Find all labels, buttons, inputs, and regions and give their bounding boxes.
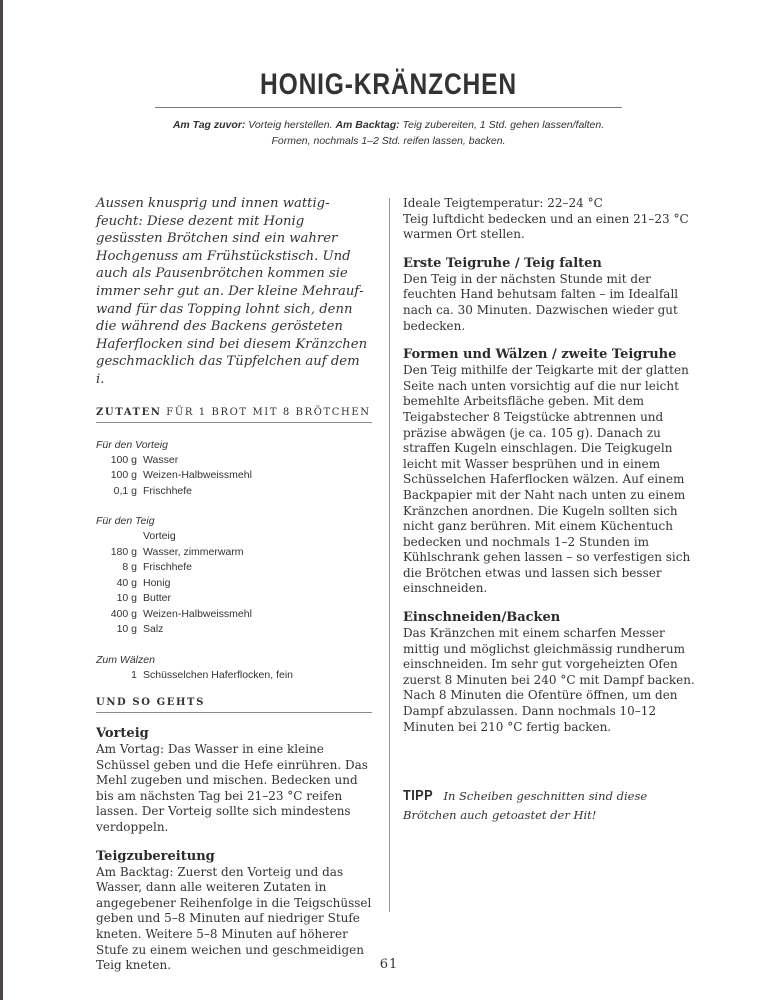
ingredient-quantity: 8 g: [122, 561, 137, 574]
ingredient-quantity: 1: [131, 668, 137, 681]
recipe-title: HONIG-KRÄNZCHEN: [260, 68, 517, 101]
ingredient-row: [96, 484, 372, 500]
ingredients-heading-bold: ZUTATEN: [96, 406, 162, 418]
ingredient-name: Butter: [143, 592, 172, 605]
tip-text: In Scheiben geschnitten sind diese Brötchen auch getoastet der Hit!: [403, 789, 648, 823]
ingredient-list: [96, 437, 372, 684]
method-step: [403, 256, 703, 334]
ingredient-name: Salz: [143, 623, 164, 636]
method-heading-label: UND SO GEHTS: [96, 697, 205, 709]
left-column: [96, 195, 372, 974]
ingredient-row: [96, 560, 372, 576]
ingredient-name: Weizen-Halbweissmehl: [143, 607, 252, 620]
ingredient-quantity: [96, 529, 143, 545]
ingredient-row: [96, 545, 372, 561]
ingredient-row: [96, 468, 372, 484]
schedule-summary: [120, 117, 657, 149]
method-step-title: Erste Teigruhe / Teig falten: [403, 255, 602, 271]
right-column: [403, 196, 703, 823]
ingredient-name: Vorteig: [143, 530, 176, 543]
method-steps-right: [403, 256, 703, 735]
ingredient-quantity: 100 g: [110, 469, 137, 482]
ingredient-group-title: Für den Vorteig: [96, 438, 168, 451]
ingredient-quantity: 180 g: [110, 545, 137, 558]
method-step: [403, 610, 703, 735]
ingredient-name: Frischhefe: [143, 484, 193, 497]
tip-label: TIPP: [403, 787, 434, 805]
method-continuation: Ideale Teigtemperatur: 22–24 °C Teig luftdicht bedecken und an einen 21–23 °C warmen Ort stellen.: [403, 196, 689, 242]
ingredient-quantity: 0,1 g: [113, 484, 137, 497]
ingredient-group-title: Zum Wälzen: [96, 653, 155, 666]
intro-text: Aussen knusprig und innen wattig-feucht: Diese dezent mit Honig gesüssten Brötchen sind ein wahrer Hochgenuss am Frühstückstisch. Und auch als Pausenbrötchen kommen sie immer sehr gut an. Der kleine Mehraufwand für das Topping lohnt sich, denn die während des Backens gerösteten Haferflocken sind bei diesem Kränzchen geschmacklich das Tüpfelchen auf dem i.: [96, 196, 368, 387]
ingredients-heading-rest: FÜR 1 BROT MIT 8 BRÖTCHEN: [161, 406, 371, 418]
method-step-title: Vorteig: [96, 726, 149, 742]
method-step-body: Den Teig mithilfe der Teigkarte mit der glatten Seite nach unten vorsichtig auf die nur leicht bemehlte Arbeitsfläche geben. Mit dem Teigabstecher 8 Teigstücke abtrennen und präzise abwägen (je ca. 105 g). Danach zu straffen Kugeln einschlagen. Die Teigkugeln leicht mit Wasser besprühen und in einem Schüsselchen Haferflocken wälzen. Auf einem Backpapier mit der Naht nach unten zu einem Kränzchen anordnen. Die Kugeln sollten sich nicht ganz berühren. Mit einem Küchentuch bedecken und nochmals 1–2 Stunden im Kühlschrank gehen lassen – so verfestigen sich die Brötchen etwas und lassen sich besser einschneiden.: [403, 363, 691, 596]
method-step: [96, 726, 372, 836]
schedule-line-2: Formen, nochmals 1–2 Std. reifen lassen, backen.: [271, 135, 506, 147]
ingredient-name: Wasser, zimmerwarm: [143, 545, 244, 558]
page-number: 61: [379, 957, 399, 972]
schedule-text-day-before: Vorteig herstellen.: [245, 119, 336, 131]
ingredient-group: [96, 652, 372, 684]
method-step-body: Das Kränzchen mit einem scharfen Messer mittig und möglichst gleichmässig rundherum einschneiden. Im sehr gut vorgeheizten Ofen zuerst 8 Minuten bei 240 °C mit Dampf backen. Nach 8 Minuten die Ofentüre öffnen, um den Dampf abzulassen. Dann nochmals 10–12 Minuten bei 210 °C fertig backen.: [403, 626, 695, 734]
ingredient-row: [96, 529, 372, 545]
ingredient-quantity: 100 g: [110, 453, 137, 466]
ingredient-quantity: 10 g: [116, 592, 137, 605]
method-step-title: Teigzubereitung: [96, 848, 215, 864]
title-rule: [155, 107, 622, 108]
ingredient-name: Weizen-Halbweissmehl: [143, 469, 252, 482]
method-step-body: Am Backtag: Zuerst den Vorteig und das Wasser, dann alle weiteren Zutaten in angegebener Reihenfolge in die Teigschüssel geben und 5–8 Minuten auf niedriger Stufe kneten. Weitere 5–8 Minuten auf höherer Stufe zu einem weichen und geschmeidigen Teig kneten.: [96, 864, 372, 973]
ingredient-row: [96, 668, 372, 684]
ingredient-row: [96, 591, 372, 607]
ingredient-row: [96, 607, 372, 623]
ingredient-quantity: 10 g: [116, 623, 137, 636]
method-step-title: Formen und Wälzen / zweite Teigruhe: [403, 347, 677, 363]
ingredient-group: [96, 513, 372, 638]
method-step-body: Den Teig in der nächsten Stunde mit der feuchten Hand behutsam falten – im Idealfall nach ca. 30 Minuten. Dazwischen wieder gut bedecken.: [403, 271, 679, 333]
ingredient-row: [96, 576, 372, 592]
ingredient-group-title: Für den Teig: [96, 515, 155, 528]
ingredient-name: Frischhefe: [143, 561, 193, 574]
schedule-text-baking-day: Teig zubereiten, 1 Std. gehen lassen/falten.: [399, 119, 605, 131]
ingredient-group: [96, 437, 372, 500]
method-step: [403, 347, 703, 597]
ingredient-name: Honig: [143, 576, 171, 589]
method-steps-left: [96, 726, 372, 974]
method-step-body: Am Vortag: Das Wasser in eine kleine Schüssel geben und die Hefe einrühren. Das Mehl zugeben und mischen. Bedecken und bis am nächsten Tag bei 21–23 °C reifen lassen. Der Vorteig sollte sich mindestens verdoppeln.: [96, 742, 368, 834]
method-step: [96, 849, 372, 974]
tip-box: [403, 785, 703, 823]
ingredient-quantity: 40 g: [116, 576, 137, 589]
ingredient-name: Wasser: [143, 453, 179, 466]
schedule-label-baking-day: Am Backtag:: [335, 119, 400, 131]
ingredients-heading: [96, 407, 372, 423]
method-heading: [96, 697, 372, 713]
ingredient-row: [96, 453, 372, 469]
ingredient-name: Schüsselchen Haferflocken, fein: [143, 668, 293, 681]
page-edge: [0, 0, 3, 1000]
schedule-label-day-before: Am Tag zuvor:: [172, 119, 246, 131]
method-step-title: Einschneiden/Backen: [403, 610, 561, 626]
ingredient-quantity: 400 g: [110, 607, 137, 620]
ingredient-row: [96, 622, 372, 638]
column-divider: [389, 198, 390, 912]
